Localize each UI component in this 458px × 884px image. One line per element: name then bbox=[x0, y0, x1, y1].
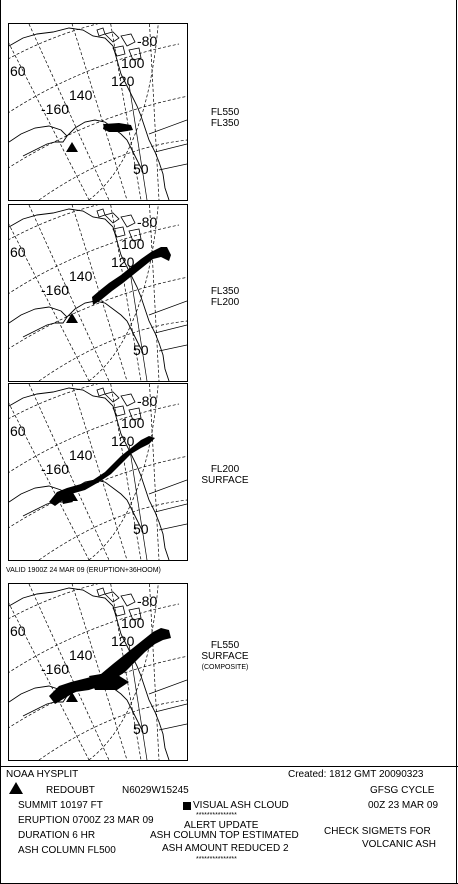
graticule-label: 140 bbox=[69, 647, 93, 663]
ash-column-top: ASH COLUMN TOP ESTIMATED bbox=[150, 830, 299, 841]
graticule-label: 50 bbox=[133, 342, 149, 358]
volcano-legend-icon bbox=[8, 781, 24, 795]
graticule-label: 100 bbox=[121, 615, 145, 631]
graticule-label: 120 bbox=[111, 254, 135, 270]
graticule-label: 60 bbox=[10, 423, 26, 439]
map-svg-1 bbox=[9, 24, 187, 200]
level-label-3 bbox=[192, 464, 258, 486]
island-outline bbox=[121, 215, 135, 227]
graticule-label: 140 bbox=[69, 87, 93, 103]
created-time: Created: 1812 GMT 20090323 bbox=[288, 769, 424, 780]
level-label-2 bbox=[192, 286, 258, 308]
longitude-line bbox=[69, 24, 127, 200]
ash-cloud-legend-swatch bbox=[183, 802, 191, 810]
graticule-label: 100 bbox=[121, 55, 145, 71]
map-panel-3 bbox=[8, 383, 188, 561]
page-left-border bbox=[0, 0, 1, 883]
island-outline bbox=[97, 28, 105, 36]
island-outline bbox=[97, 388, 105, 396]
info-footer bbox=[0, 766, 458, 884]
level-top: FL200 bbox=[210, 464, 240, 475]
map-svg-4 bbox=[9, 584, 187, 760]
graticule-label: 60 bbox=[10, 244, 26, 260]
island-outline bbox=[97, 209, 105, 217]
basemap bbox=[9, 384, 187, 560]
graticule-label: 60 bbox=[10, 623, 26, 639]
level-bottom: FL350 bbox=[210, 118, 240, 129]
ash-amount-reduced: ASH AMOUNT REDUCED 2 bbox=[162, 843, 289, 854]
latitude-line bbox=[9, 225, 179, 300]
graticule-label: 50 bbox=[133, 721, 149, 737]
valid-time-line: VALID 1900Z 24 MAR 09 (ERUPTION+36HOOM) bbox=[6, 567, 161, 574]
graticule-label: 140 bbox=[69, 447, 93, 463]
basemap bbox=[9, 24, 187, 200]
map-svg-3 bbox=[9, 384, 187, 560]
graticule-label: -160 bbox=[41, 661, 70, 677]
graticule-label: 60 bbox=[10, 63, 26, 79]
level-label-4 bbox=[192, 640, 258, 673]
graticule-label: 120 bbox=[111, 433, 135, 449]
graticule-label: -80 bbox=[137, 593, 158, 609]
legend-ash-cloud-label: VISUAL ASH CLOUD bbox=[193, 800, 289, 811]
map-panel-2 bbox=[8, 204, 188, 382]
graticule-label: 50 bbox=[133, 161, 149, 177]
level-bottom: FL200 bbox=[210, 297, 240, 308]
eruption-time: ERUPTION 0700Z 23 MAR 09 bbox=[18, 815, 154, 826]
volcano-location: N6029W15245 bbox=[122, 785, 189, 796]
eruption-duration: DURATION 6 HR bbox=[18, 830, 96, 841]
gfs-cycle: GFSG CYCLE bbox=[370, 785, 435, 796]
latitude-line bbox=[39, 499, 187, 560]
stars-top: *************** bbox=[196, 812, 237, 819]
latitude-line bbox=[9, 404, 179, 479]
check-sigmets: CHECK SIGMETS FOR bbox=[324, 826, 431, 837]
page-right-border bbox=[456, 0, 457, 883]
graticule-label: 50 bbox=[133, 521, 149, 537]
stars-bottom: *************** bbox=[196, 856, 237, 863]
island-outline bbox=[121, 34, 135, 46]
ash-cloud bbox=[89, 672, 129, 690]
map-panel-1 bbox=[8, 23, 188, 201]
composite-note: (COMPOSITE) bbox=[201, 664, 249, 671]
ash-column-height: ASH COLUMN FL500 bbox=[18, 845, 116, 856]
graticule-label: -160 bbox=[41, 282, 70, 298]
model-name: NOAA HYSPLIT bbox=[6, 769, 79, 780]
level-top: FL350 bbox=[210, 286, 240, 297]
ash-cloud bbox=[103, 123, 133, 132]
latitude-line bbox=[39, 320, 187, 381]
graticule-label: -80 bbox=[137, 214, 158, 230]
graticule-label: 120 bbox=[111, 633, 135, 649]
latitude-line bbox=[39, 699, 187, 760]
level-bottom: SURFACE bbox=[201, 475, 249, 486]
graticule-label: 100 bbox=[121, 415, 145, 431]
level-top: FL550 bbox=[210, 107, 240, 118]
graticule-label: 140 bbox=[69, 268, 93, 284]
cycle-time: 00Z 23 MAR 09 bbox=[368, 800, 439, 811]
latitude-line bbox=[39, 139, 187, 200]
volcano-triangle-icon bbox=[66, 313, 78, 323]
ash-cloud-layer bbox=[103, 123, 133, 132]
island-outline bbox=[97, 588, 105, 596]
island-outline bbox=[121, 394, 135, 406]
volcano-name: REDOUBT bbox=[46, 785, 95, 796]
level-top: FL550 bbox=[210, 640, 240, 651]
graticule-label: -80 bbox=[137, 393, 158, 409]
volcanic-ash: VOLCANIC ASH bbox=[362, 839, 436, 850]
level-label-1 bbox=[192, 107, 258, 129]
level-bottom: SURFACE bbox=[201, 651, 249, 662]
alert-update: ALERT UPDATE bbox=[184, 820, 259, 831]
basemap bbox=[9, 584, 187, 760]
map-svg-2 bbox=[9, 205, 187, 381]
graticule-label: -160 bbox=[41, 461, 70, 477]
longitude-line bbox=[69, 384, 127, 560]
graticule-label: 120 bbox=[111, 73, 135, 89]
volcano-triangle-icon bbox=[66, 142, 78, 152]
graticule-label: 100 bbox=[121, 236, 145, 252]
latitude-line bbox=[9, 44, 179, 119]
map-panel-4 bbox=[8, 583, 188, 761]
graticule-label: -160 bbox=[41, 101, 70, 117]
island-outline bbox=[121, 594, 135, 606]
summit-height: SUMMIT 10197 FT bbox=[18, 800, 103, 811]
graticule-label: -80 bbox=[137, 33, 158, 49]
